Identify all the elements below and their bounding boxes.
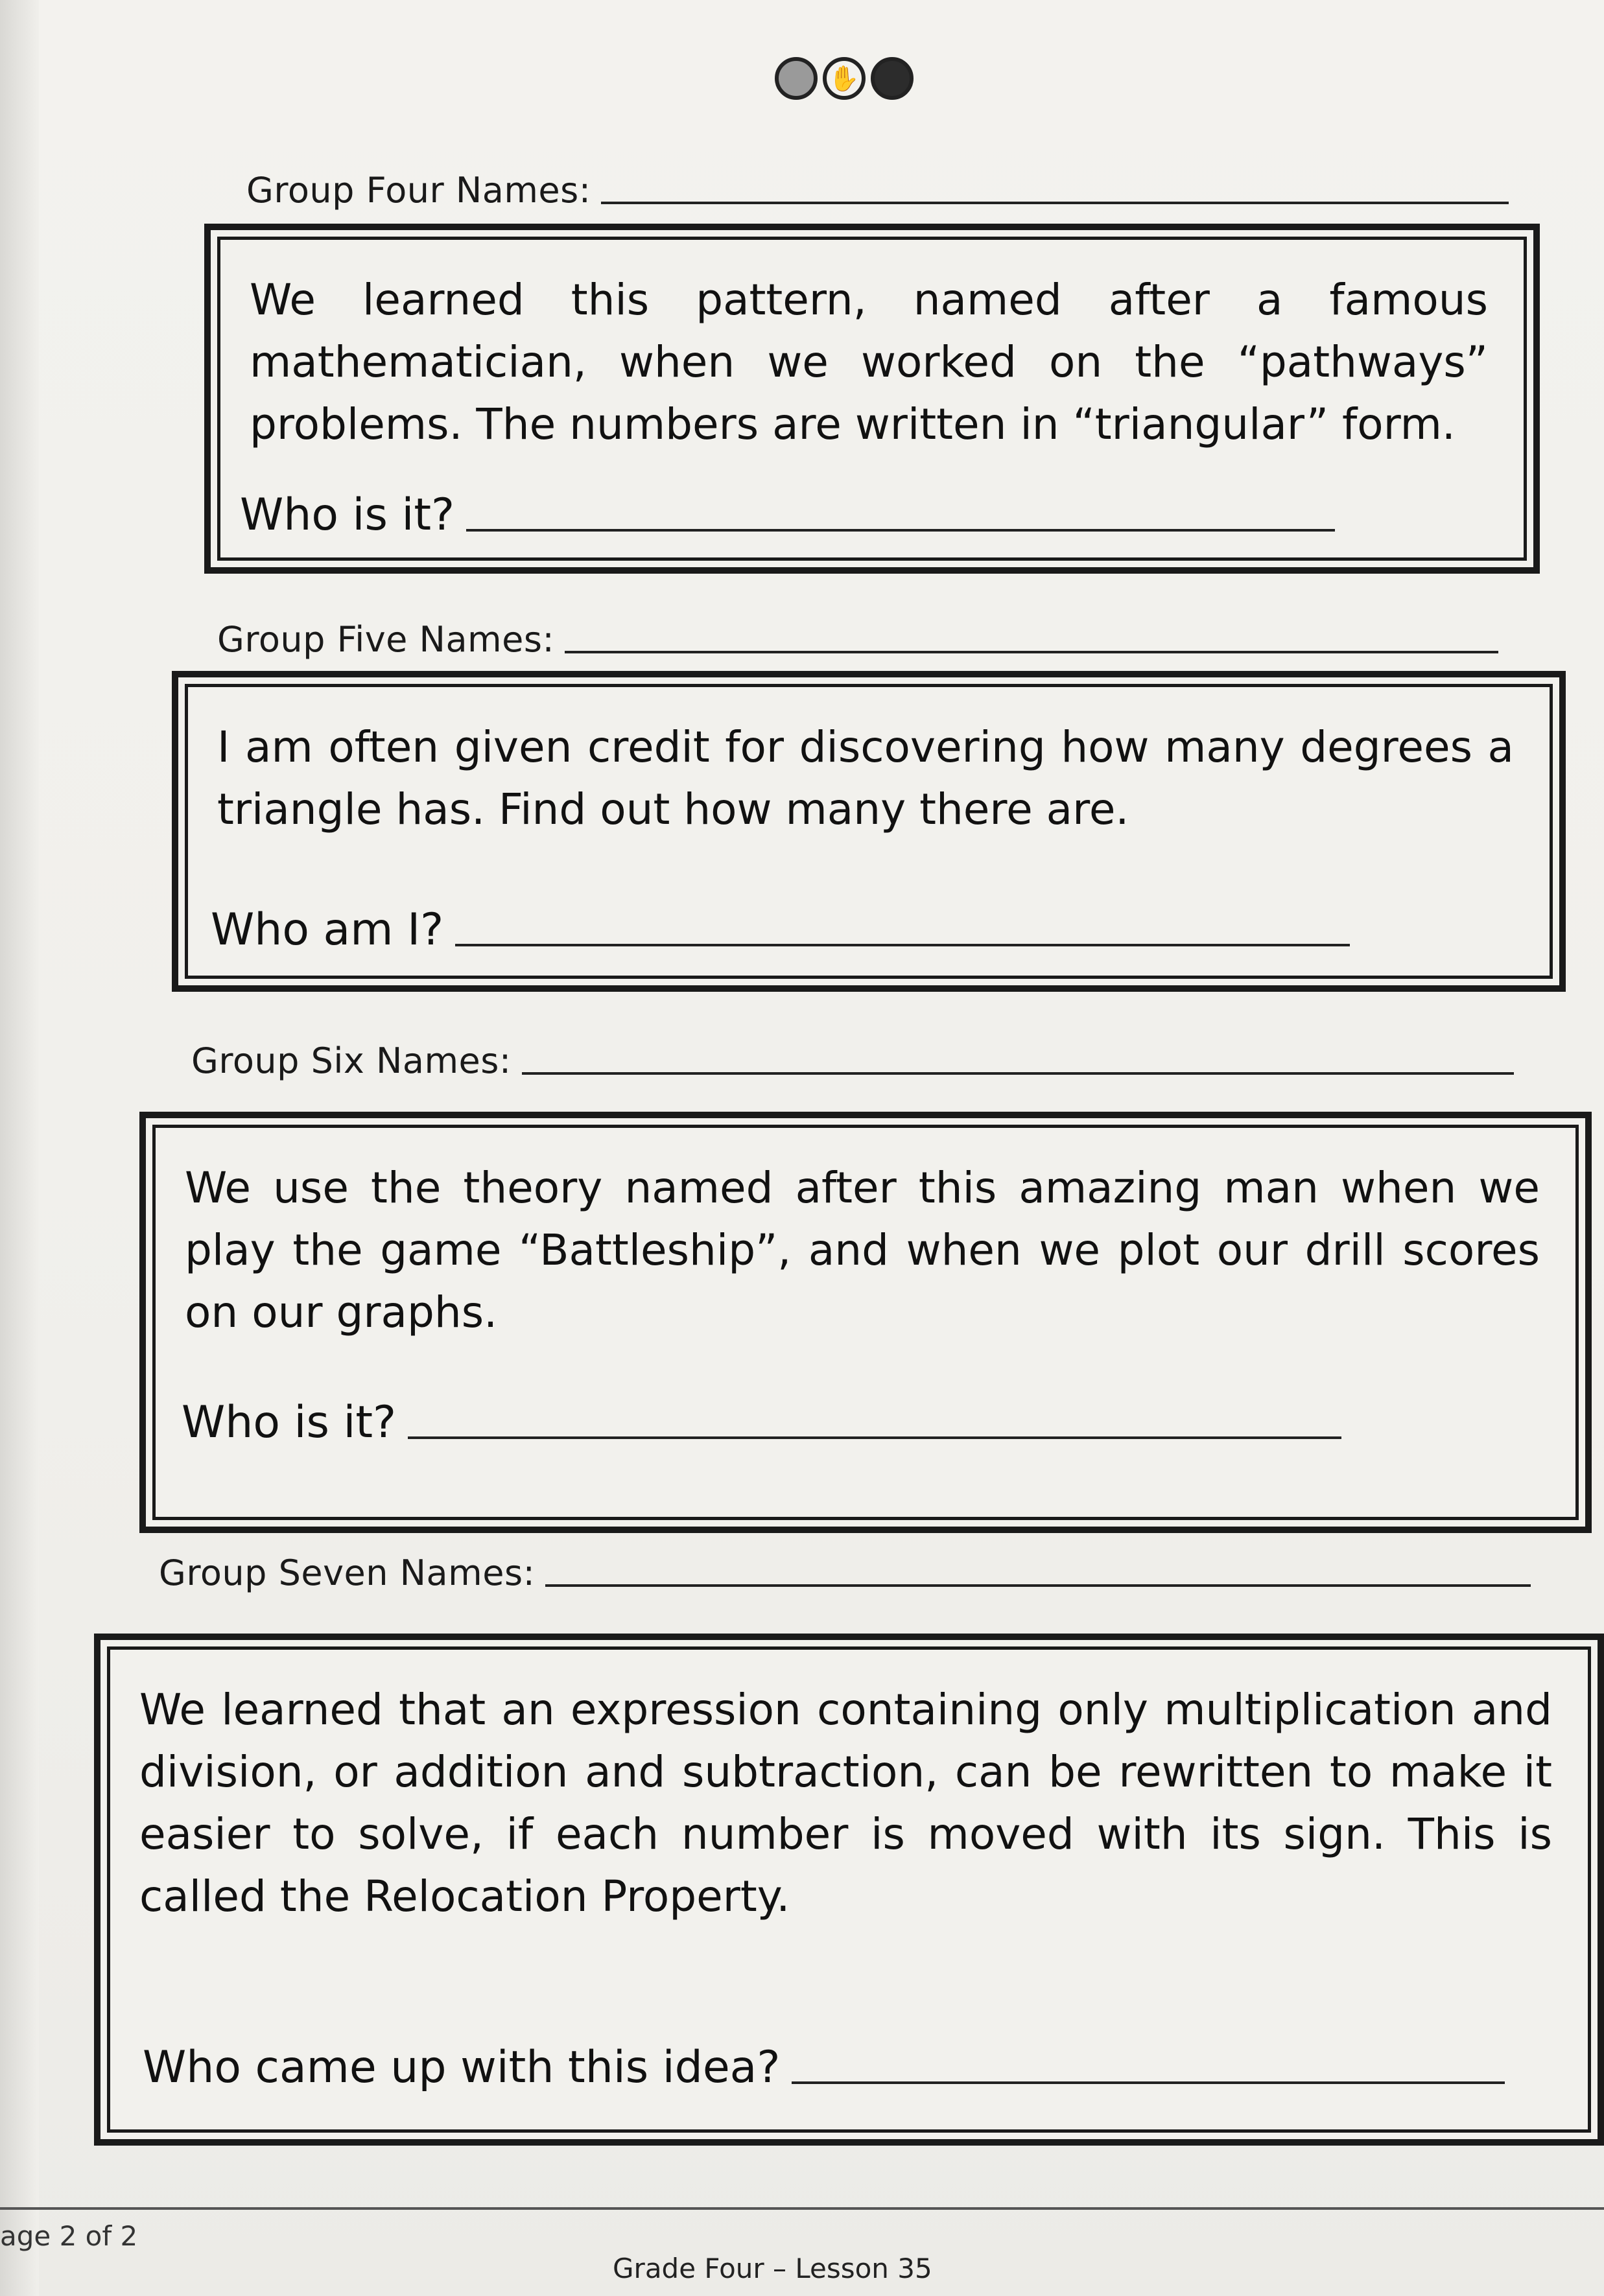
group-six-clue-box bbox=[139, 1112, 1592, 1533]
group-five-answer-line[interactable] bbox=[455, 944, 1350, 946]
group-four-label-row bbox=[246, 170, 1509, 211]
group-five-clue: I am often given credit for discovering how many degrees a triangle has. Find out how many there are. bbox=[217, 722, 1514, 834]
difficulty-dots bbox=[775, 57, 914, 100]
group-four-clue: We learned this pattern, named after a famous mathematician, when we worked on the “pathways” problems. The numbers are written in “triangular” form. bbox=[250, 275, 1488, 449]
gray-dot-icon bbox=[775, 57, 818, 100]
page-number: age 2 of 2 bbox=[0, 2220, 138, 2252]
group-seven-label: Group Seven Names: bbox=[159, 1552, 536, 1593]
group-seven-label-row bbox=[159, 1552, 1531, 1593]
group-six-names-line[interactable] bbox=[522, 1072, 1514, 1075]
group-seven-clue: We learned that an expression containing only multiplication and division, or addition and subtraction, can be rewritten to make it easier to solve, if each number is moved with its sign. This is called the Relocation Property. bbox=[139, 1685, 1552, 1921]
group-four-question: Who is it? bbox=[240, 489, 455, 541]
group-seven-question: Who came up with this idea? bbox=[143, 2042, 781, 2093]
group-five-names-line[interactable] bbox=[565, 651, 1498, 653]
group-seven-question-row bbox=[143, 2042, 1505, 2093]
group-six-label-row bbox=[191, 1040, 1514, 1081]
group-four-answer-line[interactable] bbox=[466, 529, 1335, 532]
group-five-question-row bbox=[211, 904, 1350, 955]
group-six-question-row bbox=[182, 1397, 1341, 1448]
footer-rule bbox=[0, 2207, 1604, 2210]
group-six-label: Group Six Names: bbox=[191, 1040, 512, 1081]
group-seven-answer-line[interactable] bbox=[792, 2081, 1505, 2084]
star-hand-icon: ✋ bbox=[823, 57, 866, 100]
group-four-label: Group Four Names: bbox=[246, 170, 591, 211]
group-seven-names-line[interactable] bbox=[545, 1584, 1531, 1587]
group-six-answer-line[interactable] bbox=[408, 1436, 1341, 1439]
group-four-names-line[interactable] bbox=[601, 202, 1509, 204]
group-six-question: Who is it? bbox=[182, 1397, 397, 1448]
group-five-label: Group Five Names: bbox=[217, 619, 555, 660]
group-four-question-row bbox=[240, 489, 1335, 541]
group-five-label-row bbox=[217, 619, 1498, 660]
black-dot-icon bbox=[871, 57, 914, 100]
lesson-title: Grade Four – Lesson 35 bbox=[613, 2253, 932, 2284]
page-fold-shadow bbox=[0, 0, 39, 2296]
group-six-clue: We use the theory named after this amazing man when we play the game “Battleship”, and when we plot our drill scores on our graphs. bbox=[185, 1163, 1540, 1337]
group-five-question: Who am I? bbox=[211, 904, 444, 955]
